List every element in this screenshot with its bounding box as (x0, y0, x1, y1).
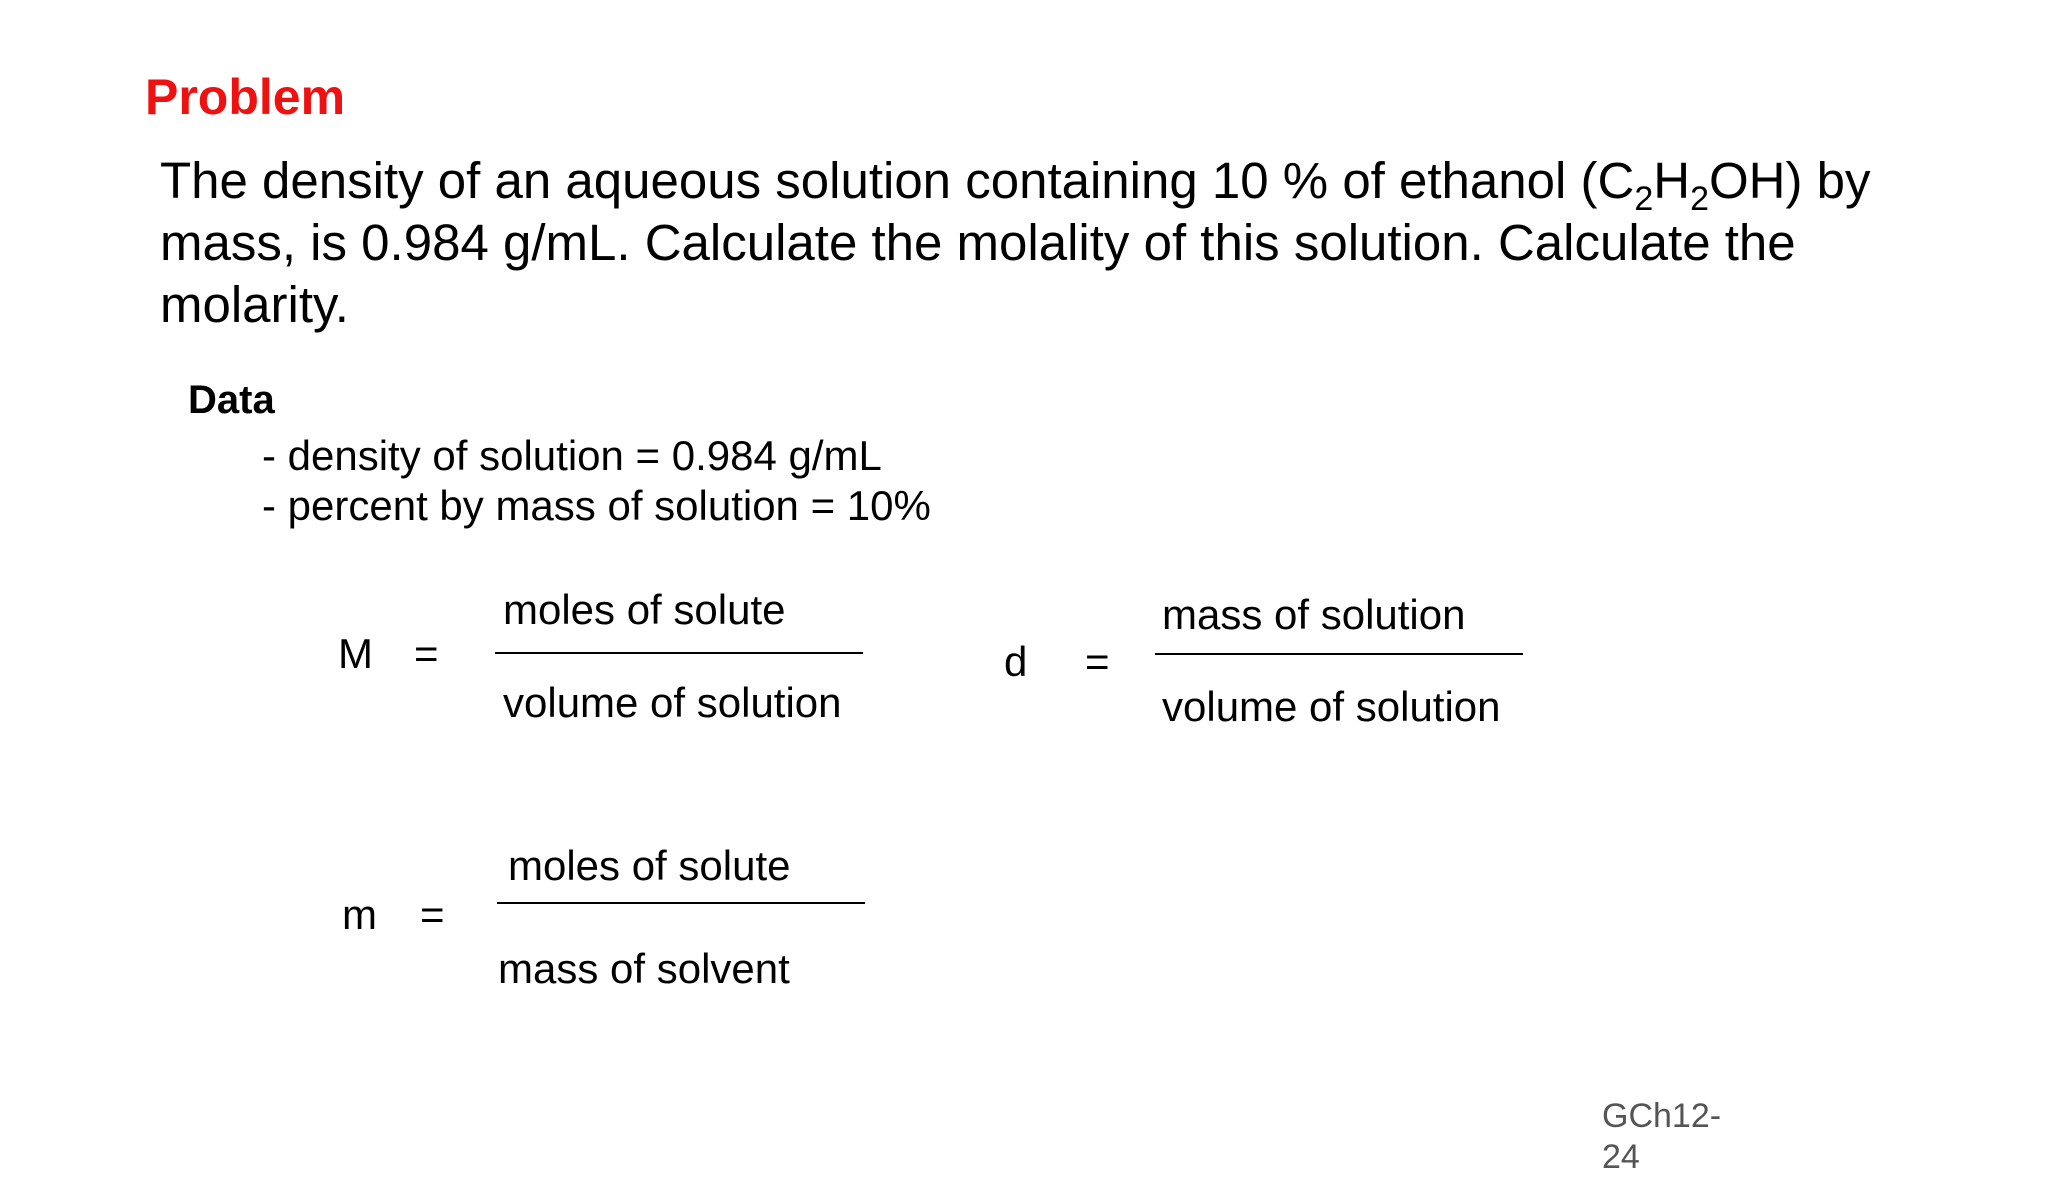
density-numerator: mass of solution (1162, 591, 1466, 638)
fraction-bar (497, 902, 865, 904)
molarity-denominator: volume of solution (503, 679, 842, 726)
problem-line-2: mass, is 0.984 g/mL. Calculate the molality of this solution. Calculate the (160, 214, 1796, 271)
molality-denominator: mass of solvent (498, 945, 790, 992)
subscript: 2 (1690, 180, 1710, 218)
problem-line-1: The density of an aqueous solution containing 10 % of ethanol $(C_2H_2OH)$ by (160, 152, 1871, 218)
density-denominator: volume of solution (1162, 683, 1501, 730)
molality-symbol: m (342, 891, 377, 938)
problem-heading: Problem (145, 69, 346, 125)
molarity-numerator: moles of solute (503, 586, 786, 633)
fraction-bar (1155, 653, 1523, 655)
equals-sign: = (1085, 638, 1110, 685)
data-item-percent-mass: - percent by mass of solution = 10% (262, 482, 931, 529)
problem-statement (160, 150, 1940, 336)
equals-sign: = (420, 891, 445, 938)
molality-numerator: moles of solute (508, 842, 791, 889)
problem-line-3: molarity. (160, 276, 349, 333)
fraction-bar (495, 652, 863, 654)
subscript: 2 (1634, 180, 1654, 218)
molarity-symbol: M (338, 630, 373, 677)
equals-sign: = (414, 630, 439, 677)
data-item-density: - density of solution = 0.984 g/mL (262, 432, 882, 479)
slide-number: GCh12-24 (1602, 1097, 1722, 1176)
density-symbol: d (1004, 638, 1028, 685)
data-heading: Data (188, 378, 275, 422)
